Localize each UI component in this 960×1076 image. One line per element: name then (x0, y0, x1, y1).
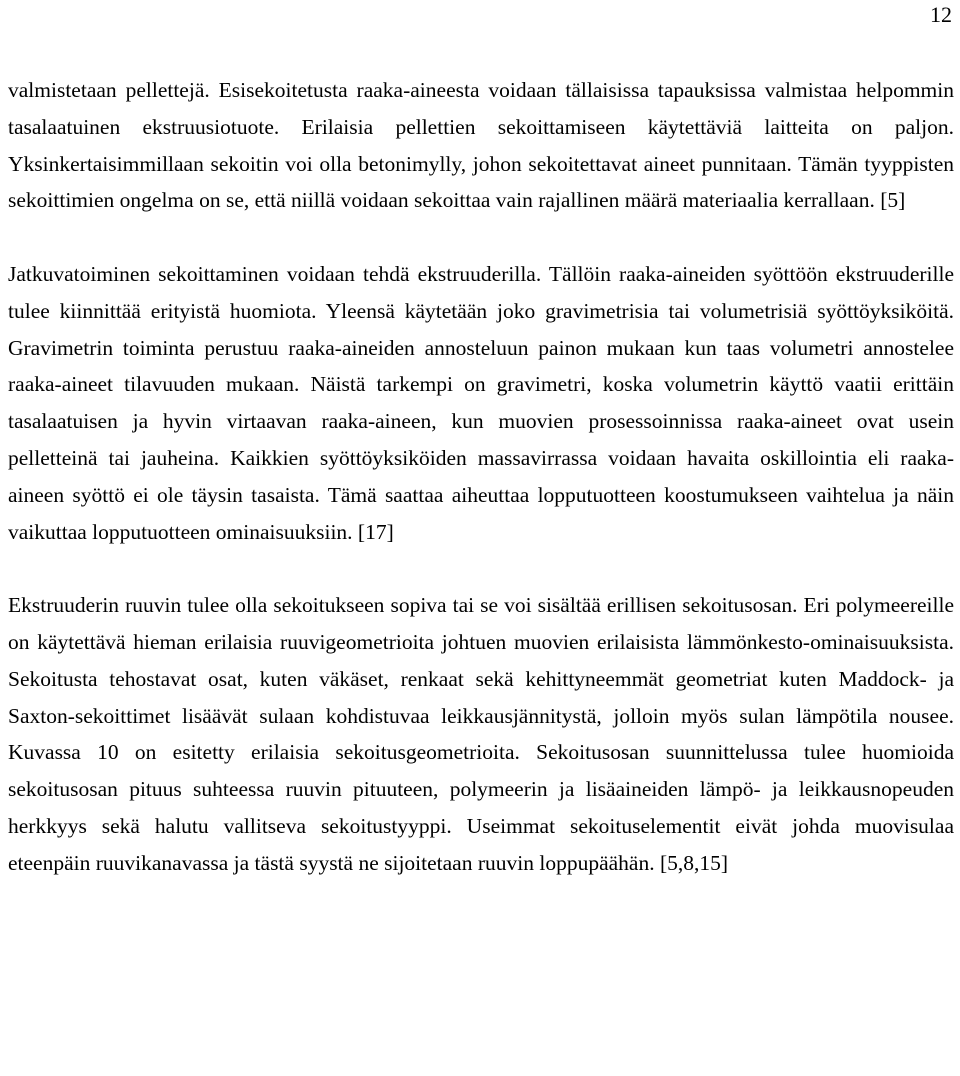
page-number: 12 (930, 2, 952, 27)
paragraph-extruder-screw: Ekstruuderin ruuvin tulee olla sekoitukseen sopiva tai se voi sisältää erillisen sekoitusosan. Eri polymeereille on käytettävä hieman erilaisia ruuvigeometrioita johtuen muovien erilaisista lämmönkesto-ominaisuuksista. Sekoitusta tehostavat osat, kuten väkäset, renkaat sekä kehittyneemmät geometriat kuten Maddock- ja Saxton-sekoittimet lisäävät sulaan kohdistuvaa leikkausjännitystä, jolloin myös sulan lämpötila nousee. Kuvassa 10 on esitetty erilaisia sekoitusgeometrioita. Sekoitusosan suunnittelussa tulee huomioida sekoitusosan pituus suhteessa ruuvin pituuteen, polymeerin ja lisäaineiden lämpö- ja leikkausnopeuden herkkyys sekä halutu vallitseva sekoitustyyppi. Useimmat sekoituselementit eivät johda muovisulaa eteenpäin ruuvikanavassa ja tästä syystä ne sijoitetaan ruuvin loppupäähän. [5,8,15] (8, 593, 954, 875)
paragraph-mixing-pellets: valmistetaan pellettejä. Esisekoitetusta raaka-aineesta voidaan tällaisissa tapauksissa valmistaa helpommin tasalaatuinen ekstruusiotuote. Erilaisia pellettien sekoittamiseen käytettäviä laitteita on paljon. Yksinkertaisimmillaan sekoitin voi olla betonimylly, johon sekoitettavat aineet punnitaan. Tämän tyyppisten sekoittimien ongelma on se, että niillä voidaan sekoittaa vain rajallinen määrä materiaalia kerrallaan. [5] (8, 78, 954, 213)
document-body (8, 72, 954, 882)
paragraph-continuous-mixing: Jatkuvatoiminen sekoittaminen voidaan tehdä ekstruuderilla. Tällöin raaka-aineiden syöttöön ekstruuderille tulee kiinnittää erityistä huomiota. Yleensä käytetään joko gravimetrisia tai volumetrisiä syöttöyksiköitä. Gravimetrin toiminta perustuu raaka-aineiden annosteluun painon mukaan kun taas volumetri annostelee raaka-aineet tilavuuden mukaan. Näistä tarkempi on gravimetri, koska volumetrin käyttö vaatii erittäin tasalaatuisen ja hyvin virtaavan raaka-aineen, kun muovien prosessoinnissa raaka-aineet ovat usein pelletteinä tai jauheina. Kaikkien syöttöyksiköiden massavirrassa voidaan havaita oskillointia eli raaka-aineen syöttö ei ole täysin tasaista. Tämä saattaa aiheuttaa lopputuotteen koostumukseen vaihtelua ja näin vaikuttaa lopputuotteen ominaisuuksiin. [17] (8, 261, 954, 544)
